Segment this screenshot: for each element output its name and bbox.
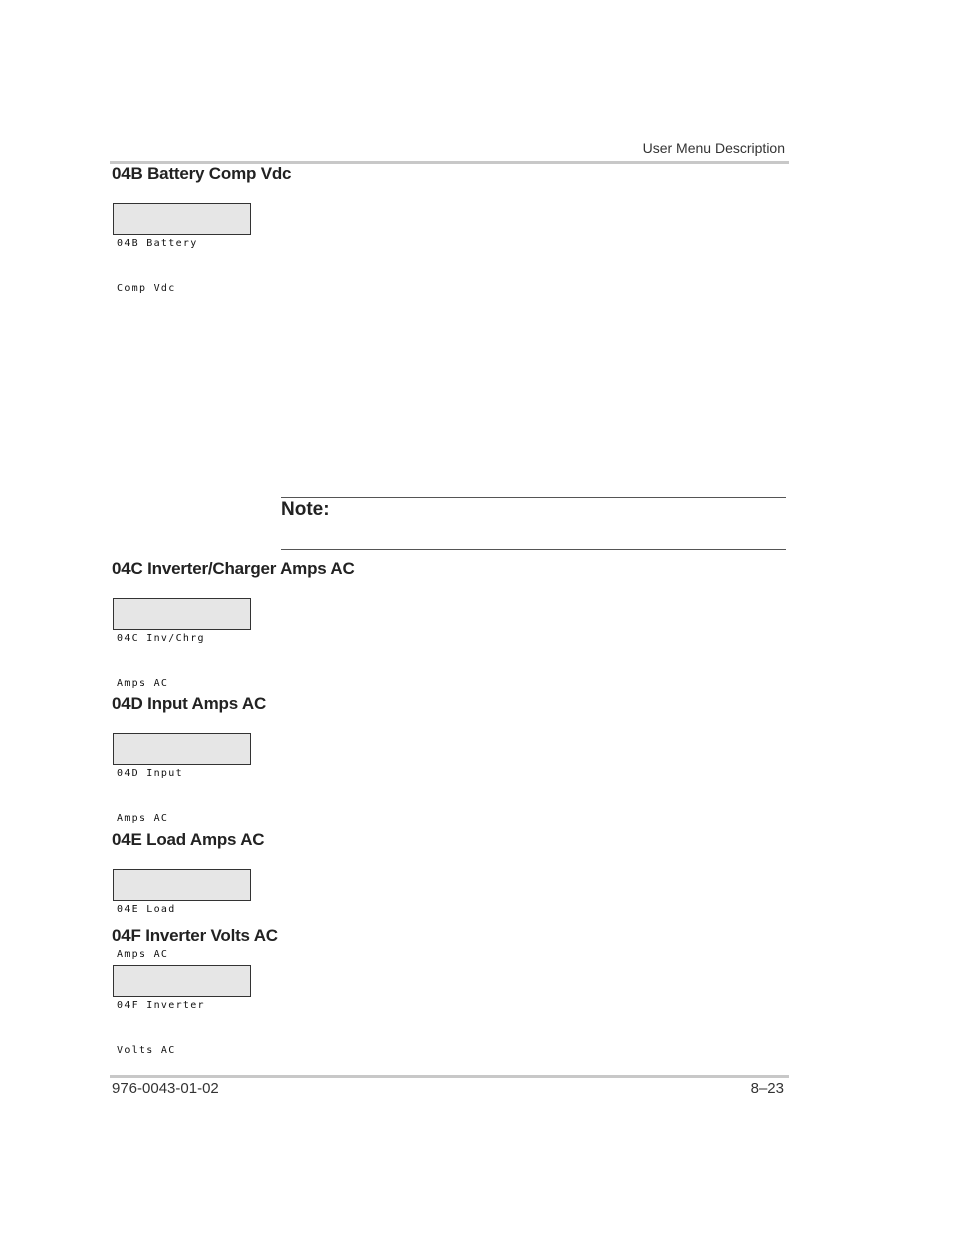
lcd-display (113, 965, 251, 1056)
lcd-display (113, 598, 251, 689)
lcd-line-1: 04C Inv/Chrg (117, 633, 205, 644)
lcd-line-2: Amps AC (117, 678, 169, 689)
section-title: 04D Input Amps AC (112, 694, 267, 713)
lcd-line-2: Volts AC (117, 1045, 176, 1056)
section-title: 04C Inverter/Charger Amps AC (112, 559, 355, 578)
note-top-rule (281, 497, 786, 498)
footer-rule (110, 1075, 789, 1078)
section-title: 04F Inverter Volts AC (112, 926, 278, 945)
note-label: Note: (281, 499, 330, 520)
doc-number: 976-0043-01-02 (112, 1080, 219, 1097)
lcd-line-1: 04B Battery (117, 238, 198, 249)
lcd-line-1: 04F Inverter (117, 1000, 205, 1011)
lcd-display (113, 203, 251, 294)
header-title: User Menu Description (642, 140, 785, 156)
lcd-line-2: Amps AC (117, 813, 169, 824)
lcd-display (113, 733, 251, 824)
section-title: 04B Battery Comp Vdc (112, 164, 292, 183)
lcd-line-2: Amps AC (117, 949, 169, 960)
lcd-line-1: 04D Input (117, 768, 183, 779)
note-bottom-rule (281, 549, 786, 550)
lcd-line-1: 04E Load (117, 904, 176, 915)
page-number: 8–23 (750, 1080, 784, 1097)
section-title: 04E Load Amps AC (112, 830, 265, 849)
lcd-line-2: Comp Vdc (117, 283, 176, 294)
